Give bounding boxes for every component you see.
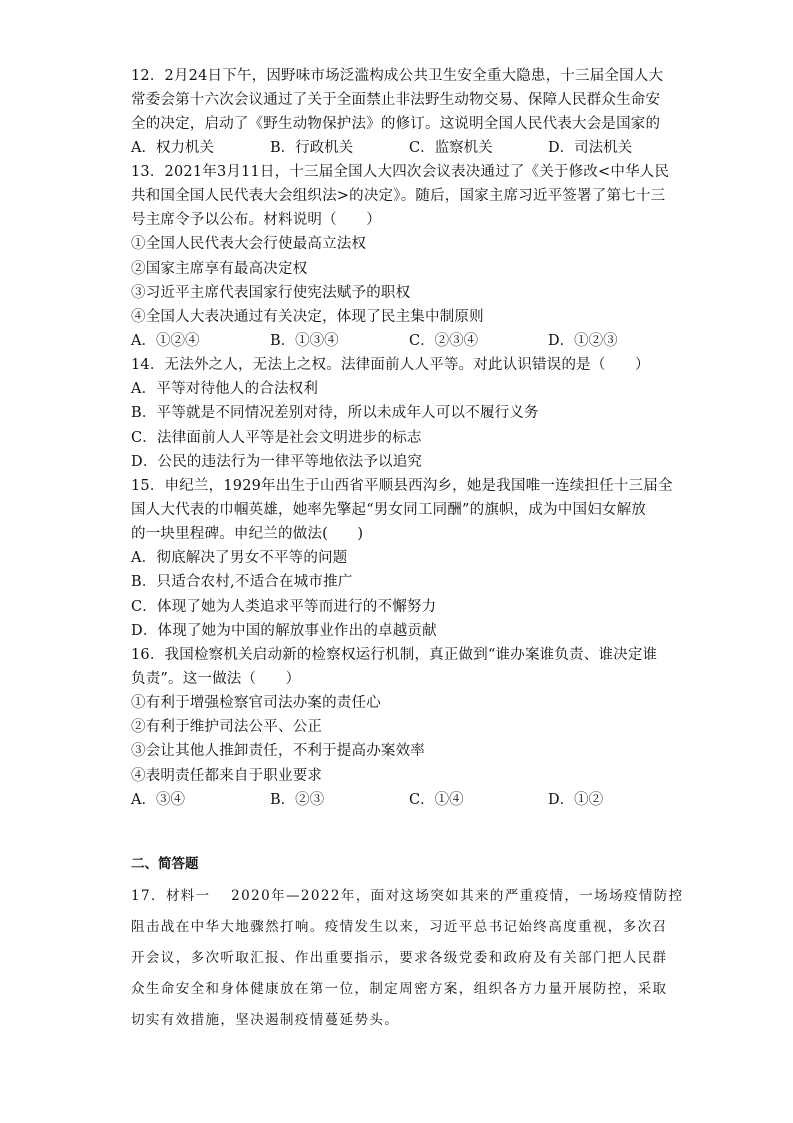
question-13-option-b[interactable]: B．①③④ [270,333,339,349]
question-13-statement-2: ②国家主席享有最高决定权 [131,261,308,277]
question-12-line-1: 12．2月24日下午，因野味市场泛滥构成公共卫生安全重大隐患，十三届全国人大 [131,68,664,84]
question-15-option-b[interactable]: B．只适合农村,不适合在城市推广 [131,574,353,590]
question-15-line-3: 的一块里程碑。申纪兰的做法( ) [131,526,364,542]
section-heading: 二、简答题 [131,856,199,872]
question-16-statement-3: ③会让其他人推卸责任，不利于提高办案效率 [131,743,425,759]
question-12-option-c[interactable]: C．监察机关 [409,140,493,156]
material-line-5: 切实有效措施，坚决遏制疫情蔓延势头。 [131,1012,400,1028]
question-15-option-c[interactable]: C．体现了她为人类追求平等而进行的不懈努力 [131,599,437,615]
material-line-2: 阻击战在中华大地骤然打响。疫情发生以来，习近平总书记始终高度重视，多次召 [131,919,668,935]
question-14-line-1: 14．无法外之人，无法上之权。法律面前人人平等。对此认识错误的是（ ） [131,357,650,373]
question-14-option-a[interactable]: A．平等对待他人的合法权利 [131,381,319,397]
material-line-3: 开会议，多次听取汇报、作出重要指示，要求各级党委和政府及有关部门把人民群 [131,950,668,966]
question-13-line-2: 共和国全国人民代表大会组织法>的决定》。随后，国家主席习近平签署了第七十三 [131,188,666,204]
question-16-line-1: 16．我国检察机关启动新的检察权运行机制，真正做到“谁办案谁负责、谁决定谁 [131,647,658,663]
question-13-option-c[interactable]: C．②③④ [409,333,479,349]
question-16-statement-4: ④表明责任都来自于职业要求 [131,768,323,784]
question-14-option-b[interactable]: B．平等就是不同情况差别对待，所以未成年人可以不履行义务 [131,405,539,421]
question-13-line-3: 号主席令予以公布。材料说明（ ） [131,212,381,228]
material-line-4: 众生命安全和身体健康放在第一位，制定周密方案，组织各方力量开展防控，采取 [131,981,668,997]
question-13-statement-1: ①全国人民代表大会行使最高立法权 [131,236,367,252]
question-16-statement-1: ①有利于增强检察官司法办案的责任心 [131,695,381,711]
material-line-1: 17．材料一 2020年—2022年，面对这场突如其来的严重疫情，一场场疫情防控 [131,888,684,904]
question-14-option-c[interactable]: C．法律面前人人平等是社会文明进步的标志 [131,430,422,446]
question-16-option-c[interactable]: C．①④ [409,792,464,808]
question-16-option-a[interactable]: A．③④ [131,792,185,808]
question-13-option-a[interactable]: A．①②④ [131,333,200,349]
question-13-statement-4: ④全国人大表决通过有关决定，体现了民主集中制原则 [131,309,484,325]
question-15-option-d[interactable]: D．体现了她为中国的解放事业作出的卓越贡献 [131,623,437,639]
question-12-option-b[interactable]: B．行政机关 [270,140,354,156]
question-16-option-b[interactable]: B．②③ [270,792,325,808]
question-12-line-3: 全的决定，启动了《野生动物保护法》的修订。这说明全国人民代表大会是国家的 [131,116,661,132]
question-13-option-d[interactable]: D．①②③ [548,333,618,349]
question-13-statement-3: ③习近平主席代表国家行使宪法赋予的职权 [131,285,411,301]
question-15-line-2: 国人大代表的巾帼英雄，她率先擎起“男女同工同酬”的旗帜，成为中国妇女解放 [131,502,647,518]
question-15-option-a[interactable]: A．彻底解决了男女不平等的问题 [131,550,348,566]
question-16-option-d[interactable]: D．①② [548,792,604,808]
question-16-statement-2: ②有利于维护司法公平、公正 [131,719,323,735]
question-12-option-a[interactable]: A．权力机关 [131,140,214,156]
question-15-line-1: 15．申纪兰，1929年出生于山西省平顺县西沟乡，她是我国唯一连续担任十三届全 [131,478,673,494]
question-12-option-d[interactable]: D．司法机关 [548,140,633,156]
question-16-line-2: 负责”。这一做法（ ） [131,671,301,687]
question-12-line-2: 常委会第十六次会议通过了关于全面禁止非法野生动物交易、保障人民群众生命安 [131,92,661,108]
question-14-option-d[interactable]: D．公民的违法行为一律平等地依法予以追究 [131,454,423,470]
question-13-line-1: 13．2021年3月11日，十三届全国人大四次会议表决通过了《关于修改<中华人民 [131,164,670,180]
